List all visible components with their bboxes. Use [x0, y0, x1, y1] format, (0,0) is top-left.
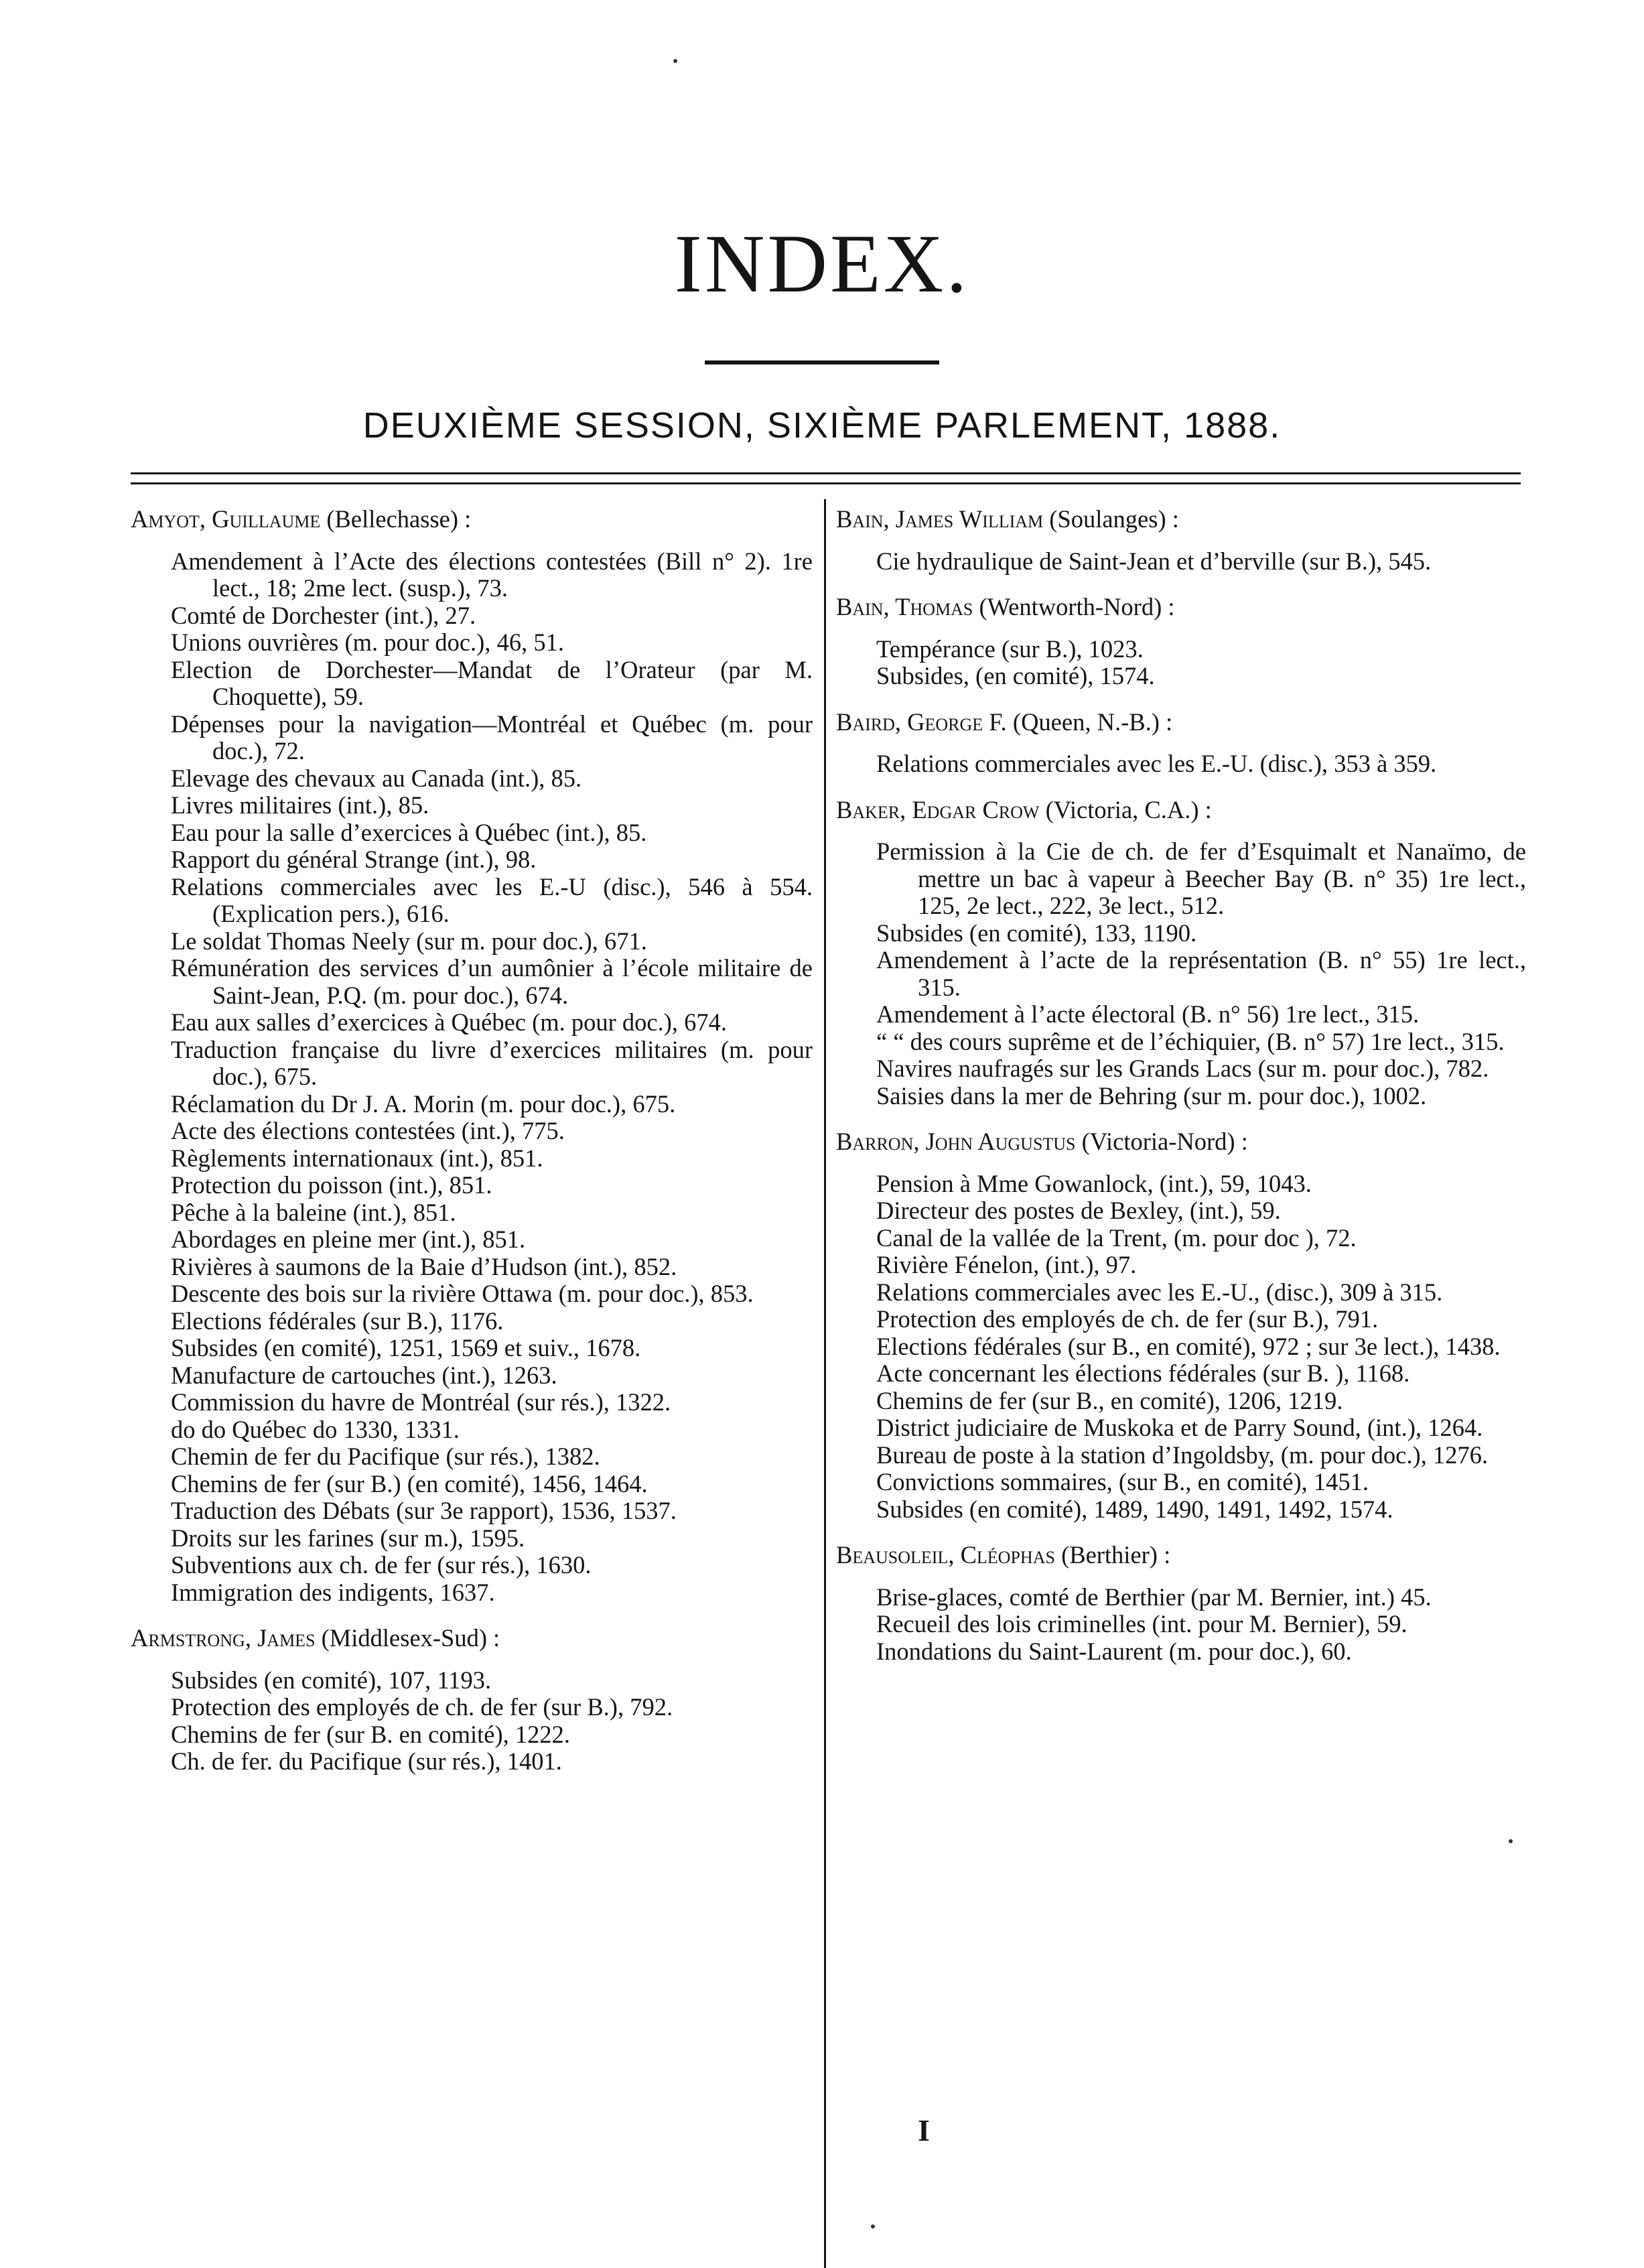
- entry-list: [131, 1667, 813, 1776]
- index-member-entry: [836, 709, 1526, 778]
- index-entry: Permission à la Cie de ch. de fer d’Esquimalt et Nanaïmo, de mettre un bac à vapeur à Beecher Bay (B. n° 35) 1re lect., 125, 2e lect., 222, 3e lect., 512.: [876, 838, 1526, 919]
- member-name: Armstrong, James: [131, 1624, 316, 1652]
- member-riding: (Victoria-Nord) :: [1075, 1128, 1248, 1155]
- session-subtitle: DEUXIÈME SESSION, SIXIÈME PARLEMENT, 1888.: [362, 405, 1282, 446]
- member-riding: (Victoria, C.A.) :: [1039, 795, 1212, 823]
- index-entry: Subsides (en comité), 1489, 1490, 1491, 1492, 1574.: [876, 1495, 1393, 1523]
- index-entry: Subsides (en comité), 1251, 1569 et suiv., 1678.: [171, 1334, 641, 1361]
- member-heading: [836, 594, 1526, 621]
- index-member-entry: [836, 1542, 1526, 1665]
- index-entry: Subsides, (en comité), 1574.: [876, 662, 1155, 689]
- member-heading: [836, 797, 1526, 824]
- member-heading: [836, 1128, 1526, 1156]
- index-entry: Rivières à saumons de la Baie d’Hudson (int.), 852.: [171, 1252, 677, 1280]
- member-riding: (Queen, N.-B.) :: [1006, 708, 1173, 736]
- index-entry: Bureau de poste à la station d’Ingoldsby, (m. pour doc.), 1276.: [876, 1441, 1488, 1469]
- index-entry: Pension à Mme Gowanlock, (int.), 59, 1043.: [876, 1169, 1312, 1197]
- index-entry: Convictions sommaires, (sur B., en comité), 1451.: [876, 1468, 1369, 1495]
- member-name: Barron, John Augustus: [836, 1128, 1076, 1155]
- member-heading: [131, 1625, 813, 1652]
- page-title: INDEX.: [674, 218, 970, 310]
- entry-list: [836, 548, 1526, 576]
- index-entry: “ “ des cours suprême et de l’échiquier, (B. n° 57) 1re lect., 315.: [876, 1027, 1505, 1055]
- index-entry: Protection des employés de ch. de fer (sur B.), 792.: [171, 1693, 673, 1721]
- index-entry: Chemin de fer du Pacifique (sur rés.), 1382.: [171, 1443, 600, 1470]
- member-riding: (Soulanges) :: [1043, 505, 1179, 533]
- index-entry: do do Québec do 1330, 1331.: [171, 1415, 460, 1443]
- index-member-entry: [131, 1625, 813, 1776]
- entry-list: [836, 636, 1526, 690]
- index-member-entry: [131, 506, 813, 1606]
- index-entry: Rapport du général Strange (int.), 98.: [171, 846, 537, 873]
- title-rule: [705, 360, 939, 364]
- member-name: Beausoleil, Cléophas: [836, 1541, 1055, 1569]
- index-entry: Subventions aux ch. de fer (sur rés.), 1630.: [171, 1551, 592, 1579]
- index-entry: Chemins de fer (sur B.) (en comité), 1456, 1464.: [171, 1469, 648, 1497]
- index-entry: Relations commerciales avec les E.-U. (disc.), 353 à 359.: [876, 750, 1437, 777]
- column-divider: [824, 499, 826, 2268]
- index-entry: Commission du havre de Montréal (sur rés.), 1322.: [171, 1388, 671, 1416]
- index-column-right: [836, 506, 1526, 1684]
- index-member-entry: [836, 1128, 1526, 1523]
- index-entry: Protection du poisson (int.), 851.: [171, 1171, 492, 1199]
- index-entry: Amendement à l’acte électoral (B. n° 56) 1re lect., 315.: [876, 1000, 1420, 1028]
- index-member-entry: [836, 594, 1526, 690]
- index-entry: Tempérance (sur B.), 1023.: [876, 635, 1144, 663]
- index-entry: Canal de la vallée de la Trent, (m. pour doc ), 72.: [876, 1223, 1357, 1252]
- entry-list: [131, 548, 813, 1607]
- index-entry: Subsides (en comité), 107, 1193.: [171, 1666, 492, 1694]
- index-entry: District judiciaire de Muskoka et de Parry Sound, (int.), 1264.: [876, 1414, 1483, 1441]
- index-entry: Recueil des lois criminelles (int. pour M. Bernier), 59.: [876, 1610, 1408, 1638]
- member-name: Bain, Thomas: [836, 593, 973, 620]
- page-number: I: [918, 2113, 930, 2147]
- index-entry: Manufacture de cartouches (int.), 1263.: [171, 1361, 557, 1389]
- member-riding: (Berthier) :: [1054, 1541, 1171, 1569]
- index-entry: Chemins de fer (sur B. en comité), 1222.: [171, 1720, 571, 1748]
- entry-list: [836, 1584, 1526, 1666]
- index-entry: Traduction française du livre d’exercices militaires (m. pour doc.), 675.: [171, 1035, 813, 1090]
- index-member-entry: [836, 506, 1526, 575]
- index-entry: Relations commerciales avec les E.-U., (disc.), 309 à 315.: [876, 1278, 1443, 1306]
- index-entry: Droits sur les farines (sur m.), 1595.: [171, 1524, 525, 1552]
- index-entry: Traduction des Débats (sur 3e rapport), 1536, 1537.: [171, 1497, 677, 1524]
- index-entry: Directeur des postes de Bexley, (int.), 59.: [876, 1197, 1281, 1224]
- index-entry: Ch. de fer. du Pacifique (sur rés.), 1401.: [171, 1747, 562, 1775]
- index-entry: Pêche à la baleine (int.), 851.: [171, 1198, 456, 1226]
- index-entry: Relations commerciales avec les E.-U (disc.), 546 à 554. (Explication pers.), 616.: [171, 872, 813, 927]
- index-entry: Comté de Dorchester (int.), 27.: [171, 601, 476, 629]
- index-entry: Réclamation du Dr J. A. Morin (m. pour doc.), 675.: [171, 1089, 676, 1118]
- index-entry: Le soldat Thomas Neely (sur m. pour doc.), 671.: [171, 927, 647, 955]
- index-entry: Navires naufragés sur les Grands Lacs (sur m. pour doc.), 782.: [876, 1055, 1489, 1082]
- index-member-entry: [836, 797, 1526, 1110]
- index-entry: Brise-glaces, comté de Berthier (par M. Bernier, int.) 45.: [876, 1583, 1432, 1611]
- print-speck: [871, 2224, 875, 2228]
- index-entry: Acte concernant les élections fédérales (sur B. ), 1168.: [876, 1359, 1410, 1387]
- print-speck: [673, 59, 677, 63]
- index-entry: Saisies dans la mer de Behring (sur m. pour doc.), 1002.: [876, 1081, 1427, 1110]
- index-entry: Rémunération des services d’un aumônier à l’école militaire de Saint-Jean, P.Q. (m. pour doc.), 674.: [171, 954, 813, 1009]
- index-entry: Elections fédérales (sur B.), 1176.: [171, 1307, 504, 1335]
- member-riding: (Bellechasse) :: [320, 505, 472, 533]
- member-name: Baird, George F.: [836, 708, 1007, 736]
- index-entry: Livres militaires (int.), 85.: [171, 791, 429, 819]
- index-entry: Descente des bois sur la rivière Ottawa (m. pour doc.), 853.: [171, 1280, 754, 1307]
- entry-list: [836, 750, 1526, 778]
- index-entry: Protection des employés de ch. de fer (sur B.), 791.: [876, 1305, 1379, 1333]
- index-entry: Subsides (en comité), 133, 1190.: [876, 919, 1197, 947]
- member-name: Bain, James William: [836, 505, 1044, 533]
- index-entry: Immigration des indigents, 1637.: [171, 1578, 495, 1606]
- member-heading: [836, 709, 1526, 736]
- member-riding: (Wentworth-Nord) :: [973, 593, 1175, 620]
- index-entry: Chemins de fer (sur B., en comité), 1206, 1219.: [876, 1386, 1343, 1414]
- member-name: Amyot, Guillaume: [131, 505, 321, 533]
- double-rule-divider: [131, 472, 1521, 484]
- index-entry: Cie hydraulique de Saint-Jean et d’berville (sur B.), 545.: [876, 547, 1432, 575]
- member-heading: [836, 506, 1526, 533]
- index-entry: Amendement à l’acte de la représentation (B. n° 55) 1re lect., 315.: [876, 946, 1526, 1001]
- index-entry: Elections fédérales (sur B., en comité), 972 ; sur 3e lect.), 1438.: [876, 1332, 1501, 1360]
- index-entry: Unions ouvrières (m. pour doc.), 46, 51.: [171, 628, 564, 656]
- index-entry: Eau aux salles d’exercices à Québec (m. pour doc.), 674.: [171, 1008, 728, 1036]
- member-heading: [131, 506, 813, 533]
- index-entry: Election de Dorchester—Mandat de l’Orateur (par M. Choquette), 59.: [171, 655, 813, 710]
- index-entry: Acte des élections contestées (int.), 775.: [171, 1117, 565, 1144]
- entry-list: [836, 1171, 1526, 1524]
- index-column-left: [131, 506, 813, 1794]
- print-speck: [1509, 1839, 1513, 1843]
- index-entry: Abordages en pleine mer (int.), 851.: [171, 1225, 526, 1253]
- index-entry: Dépenses pour la navigation—Montréal et Québec (m. pour doc.), 72.: [171, 710, 813, 764]
- member-name: Baker, Edgar Crow: [836, 795, 1040, 823]
- index-entry: Amendement à l’Acte des élections contestées (Bill n° 2). 1re lect., 18; 2me lect. (susp.), 73.: [171, 547, 813, 602]
- member-heading: [836, 1542, 1526, 1569]
- index-entry: Règlements internationaux (int.), 851.: [171, 1144, 543, 1172]
- index-entry: Rivière Fénelon, (int.), 97.: [876, 1251, 1137, 1278]
- index-entry: Elevage des chevaux au Canada (int.), 85.: [171, 764, 582, 792]
- member-riding: (Middlesex-Sud) :: [315, 1624, 500, 1652]
- entry-list: [836, 838, 1526, 1110]
- index-entry: Eau pour la salle d’exercices à Québec (int.), 85.: [171, 818, 647, 846]
- index-entry: Inondations du Saint-Laurent (m. pour doc.), 60.: [876, 1637, 1352, 1665]
